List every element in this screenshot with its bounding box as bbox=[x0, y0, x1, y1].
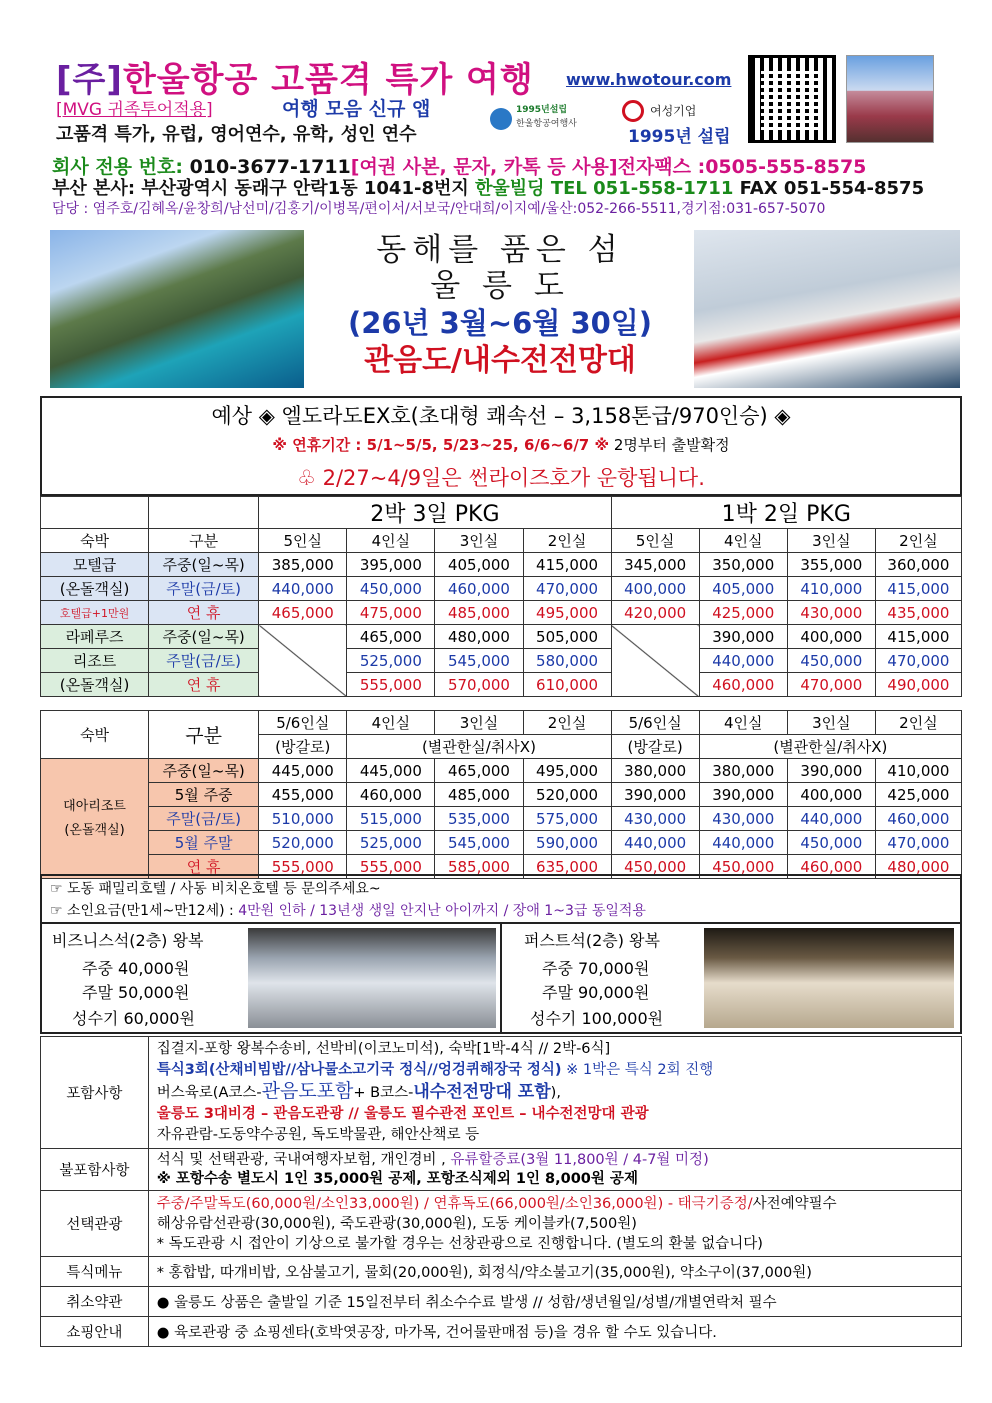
price-cell: 400,000 bbox=[787, 625, 875, 649]
inc-3a: 버스육로(A코스- bbox=[156, 1085, 262, 1101]
price-cell: 405,000 bbox=[435, 553, 523, 577]
price-cell: 460,000 bbox=[875, 807, 961, 831]
first-weekend: 주말 90,000원 bbox=[542, 983, 650, 1002]
price-cell: 470,000 bbox=[875, 649, 961, 673]
inc-3e: ), bbox=[550, 1085, 561, 1101]
table-row bbox=[41, 553, 962, 577]
table-row bbox=[41, 807, 962, 831]
ferry-photo bbox=[694, 230, 960, 388]
table-row bbox=[41, 649, 962, 673]
price-cell: 350,000 bbox=[699, 553, 787, 577]
price-cell: 390,000 bbox=[611, 783, 699, 807]
price-cell: 515,000 bbox=[347, 807, 435, 831]
price-cell: 390,000 bbox=[699, 625, 787, 649]
col-header: 5/6인실 bbox=[611, 711, 699, 735]
pkg-1n2d: 1박 2일 PKG bbox=[611, 497, 961, 529]
women-logo-icon bbox=[622, 100, 644, 122]
staff-line: 담당 : 염주호/김혜옥/윤창희/남선미/김홍기/이병목/편이서/서보국/안대희/이지예/울산:052-266-5511,경기점:031-657-5070 bbox=[52, 201, 826, 217]
note-child bbox=[50, 900, 646, 920]
inc-1: 집결지-포항 왕복수송비, 선박비(이코노미석), 숙박[1박-4식 // 2박-6식] bbox=[156, 1041, 611, 1057]
price-cell: 450,000 bbox=[347, 577, 435, 601]
row-label: 주중(일~목) bbox=[149, 625, 259, 649]
price-cell: 440,000 bbox=[611, 831, 699, 855]
price-cell: 395,000 bbox=[347, 553, 435, 577]
price-cell: 495,000 bbox=[523, 601, 611, 625]
price-cell: 460,000 bbox=[435, 577, 523, 601]
col-header: 5인실 bbox=[611, 529, 699, 553]
menu-label: 특식메뉴 bbox=[41, 1257, 149, 1287]
inc-3d: 내수전전망대 포함 bbox=[413, 1082, 551, 1102]
ship-info-box bbox=[40, 396, 962, 496]
col-header: 구분 bbox=[149, 711, 259, 759]
col-header: 3인실 bbox=[435, 711, 523, 735]
price-cell: 525,000 bbox=[347, 649, 435, 673]
price-table-2 bbox=[40, 710, 962, 879]
shopping-label: 쇼핑안내 bbox=[41, 1317, 149, 1347]
price-cell: 555,000 bbox=[259, 855, 347, 879]
price-cell: 485,000 bbox=[435, 601, 523, 625]
price-cell: 475,000 bbox=[347, 601, 435, 625]
opt-3: * 독도관광 시 접안이 기상으로 불가할 경우는 선창관광으로 진행합니다. (별도의 환불 없습니다) bbox=[156, 1235, 763, 1252]
exc-2: ※ 포항수송 별도시 1인 35,000원 공제, 포항조식제외 1인 8,000원 공제 bbox=[156, 1170, 638, 1187]
col-header: 5/6인실 bbox=[259, 711, 347, 735]
col-header: 2인실 bbox=[523, 711, 611, 735]
resort-name-1: 대아리조트 bbox=[63, 798, 126, 814]
price-cell: 430,000 bbox=[699, 807, 787, 831]
price-cell: 570,000 bbox=[435, 673, 523, 697]
cancel-content: ● 울릉도 상품은 출발일 기준 15일전부터 취소수수료 발생 // 성함/생년월일/성별/개별연락처 필수 bbox=[148, 1287, 961, 1317]
inc-2 bbox=[157, 1060, 961, 1081]
price-cell: 360,000 bbox=[875, 553, 961, 577]
row-label: 주말(금/토) bbox=[149, 807, 259, 831]
table-row bbox=[41, 759, 962, 783]
col-subheader: (방갈로) bbox=[259, 735, 347, 759]
na-cell bbox=[259, 625, 347, 697]
price-cell: 575,000 bbox=[523, 807, 611, 831]
price-cell: 425,000 bbox=[875, 783, 961, 807]
hero-line-2: 울 릉 도 bbox=[430, 268, 570, 304]
price-cell: 485,000 bbox=[435, 783, 523, 807]
price-cell: 520,000 bbox=[259, 831, 347, 855]
table-row bbox=[41, 673, 962, 697]
inc-3c: + B코스- bbox=[353, 1085, 414, 1101]
price-cell: 450,000 bbox=[787, 649, 875, 673]
address: 부산 본사: 부산광역시 동래구 안락1동 1041-8번지 bbox=[52, 178, 476, 199]
holiday-line bbox=[42, 434, 960, 455]
price-cell: 465,000 bbox=[347, 625, 435, 649]
price-cell: 415,000 bbox=[523, 553, 611, 577]
business-weekday: 주중 40,000원 bbox=[82, 959, 190, 978]
cancel-label: 취소약관 bbox=[41, 1287, 149, 1317]
title-text: 한울항공 고품격 특가 여행 bbox=[122, 60, 534, 100]
price-cell: 490,000 bbox=[875, 673, 961, 697]
price-cell: 385,000 bbox=[259, 553, 347, 577]
notes-box bbox=[40, 874, 962, 924]
pkg-2n3d: 2박 3일 PKG bbox=[259, 497, 611, 529]
opt-1b: 사전예약필수 bbox=[752, 1195, 837, 1212]
price-cell: 510,000 bbox=[259, 807, 347, 831]
price-cell: 440,000 bbox=[259, 577, 347, 601]
app-label: 여행 모음 신규 앱 bbox=[282, 98, 431, 120]
exc-1b: 유류할증료(3월 11,800원 / 4-7월 미정) bbox=[450, 1151, 709, 1168]
col-header: 3인실 bbox=[787, 529, 875, 553]
table-row bbox=[41, 831, 962, 855]
price-cell: 470,000 bbox=[787, 673, 875, 697]
price-cell: 345,000 bbox=[611, 553, 699, 577]
first-seat-photo bbox=[704, 928, 954, 1028]
price-cell: 525,000 bbox=[347, 831, 435, 855]
row-label: 주중(일~목) bbox=[149, 759, 259, 783]
price-cell: 535,000 bbox=[435, 807, 523, 831]
row-label: 주말(금/토) bbox=[149, 577, 259, 601]
col-header: 2인실 bbox=[523, 529, 611, 553]
col-header: 4인실 bbox=[699, 529, 787, 553]
price-cell: 400,000 bbox=[611, 577, 699, 601]
title-tag: [주] bbox=[56, 60, 123, 100]
child-discount: 4만원 인하 / 13년생 생일 안지난 아이까지 / 장애 1~3급 동일적용 bbox=[238, 903, 646, 919]
price-cell: 445,000 bbox=[347, 759, 435, 783]
row-label: 5월 주말 bbox=[149, 831, 259, 855]
building-name: 한울빌딩 bbox=[475, 178, 545, 199]
hero-highlight: 관음도/내수전전망대 bbox=[364, 343, 636, 378]
price-cell: 410,000 bbox=[787, 577, 875, 601]
col-header: 2인실 bbox=[875, 529, 961, 553]
optional-content bbox=[148, 1191, 961, 1257]
founded-text: 1995년 설립 bbox=[628, 127, 731, 147]
price-cell: 520,000 bbox=[523, 783, 611, 807]
business-weekend: 주말 50,000원 bbox=[82, 983, 190, 1002]
price-cell: 380,000 bbox=[699, 759, 787, 783]
price-cell: 415,000 bbox=[875, 577, 961, 601]
note-hotels: ☞ 도동 패밀리호텔 / 사동 비치온호텔 등 문의주세요~ bbox=[50, 881, 381, 897]
logo-text-year: 1995년설립 bbox=[516, 105, 568, 115]
exc-1 bbox=[157, 1151, 961, 1170]
island-photo bbox=[50, 230, 304, 388]
table-row bbox=[41, 625, 962, 649]
inc-5: 자유관람-도동약수공원, 독도박물관, 해안산책로 등 bbox=[156, 1127, 480, 1143]
logo-icon bbox=[490, 108, 512, 130]
motel-name: 모텔급 bbox=[41, 553, 149, 577]
seat-upgrade-box bbox=[40, 922, 962, 1034]
price-cell: 480,000 bbox=[875, 855, 961, 879]
mvg-label: [MVG 귀족투어적용] bbox=[56, 100, 213, 120]
hero-title bbox=[310, 232, 690, 380]
subtitle: 고품격 특가, 유럽, 영어연수, 유학, 성인 연수 bbox=[56, 124, 417, 145]
col-header: 구분 bbox=[149, 529, 259, 553]
exc-1a: 석식 및 선택관광, 국내여행자보험, 개인경비 , bbox=[156, 1151, 451, 1168]
price-cell: 635,000 bbox=[523, 855, 611, 879]
fax: FAX 051-554-8575 bbox=[733, 178, 925, 199]
resort-name: (온돌객실) bbox=[41, 673, 149, 697]
row-label: 연 휴 bbox=[149, 855, 259, 879]
price-cell: 460,000 bbox=[347, 783, 435, 807]
inc-4: 울릉도 3대비경 – 관음도관광 // 울릉도 필수관전 포인트 – 내수전전망대 관광 bbox=[156, 1106, 649, 1122]
price-cell: 390,000 bbox=[699, 783, 787, 807]
hero-line-1: 동해를 품은 섬 bbox=[376, 232, 624, 268]
included-label: 포함사항 bbox=[41, 1037, 149, 1149]
price-cell: 460,000 bbox=[787, 855, 875, 879]
holiday-period: ※ 연휴기간 : 5/1~5/5, 5/23~25, 6/6~6/7 ※ bbox=[272, 436, 610, 454]
table-row bbox=[41, 577, 962, 601]
price-cell: 505,000 bbox=[523, 625, 611, 649]
price-cell: 440,000 bbox=[699, 831, 787, 855]
col-header: 5인실 bbox=[259, 529, 347, 553]
ship-line: 예상 ◈ 엘도라도EX호(초대형 쾌속선 – 3,158톤급/970인승) ◈ bbox=[211, 404, 791, 428]
building-photo bbox=[846, 55, 934, 143]
price-cell: 555,000 bbox=[347, 855, 435, 879]
price-cell: 610,000 bbox=[523, 673, 611, 697]
price-cell: 470,000 bbox=[875, 831, 961, 855]
col-header: 4인실 bbox=[347, 529, 435, 553]
price-cell: 415,000 bbox=[875, 625, 961, 649]
sunrise-notice: ♧ 2/27~4/9일은 썬라이즈호가 운항됩니다. bbox=[297, 466, 705, 490]
resort-name bbox=[41, 759, 149, 879]
resort-name: 라페루즈 bbox=[41, 625, 149, 649]
business-seat-photo bbox=[248, 928, 496, 1028]
hero-dates: (26년 3월~6월 30일) bbox=[347, 306, 653, 340]
col-header: 4인실 bbox=[347, 711, 435, 735]
company-logo bbox=[490, 100, 610, 134]
price-cell: 465,000 bbox=[259, 601, 347, 625]
col-header: 3인실 bbox=[435, 529, 523, 553]
price-cell: 545,000 bbox=[435, 649, 523, 673]
row-label: 주중(일~목) bbox=[149, 553, 259, 577]
inc-2a: 특식3회(산채비빔밥//삼나물소고기국 정식//엉겅퀴해장국 정식) bbox=[156, 1062, 562, 1078]
first-title: 퍼스트석(2층) 왕복 bbox=[524, 931, 660, 950]
qr-code[interactable] bbox=[748, 55, 836, 143]
price-cell: 410,000 bbox=[875, 759, 961, 783]
phone-note: [여권 사본, 문자, 카톡 등 사용] bbox=[350, 156, 618, 178]
table-row bbox=[41, 783, 962, 807]
price-cell: 400,000 bbox=[787, 783, 875, 807]
price-cell: 390,000 bbox=[787, 759, 875, 783]
menu-content: * 홍합밥, 따개비밥, 오삼불고기, 물회(20,000원), 회정식/약소불고기(35,000원), 약소구이(37,000원) bbox=[148, 1257, 961, 1287]
col-header: 3인실 bbox=[787, 711, 875, 735]
price-cell: 590,000 bbox=[523, 831, 611, 855]
price-cell: 450,000 bbox=[787, 831, 875, 855]
col-subheader: (별관한실/취사X) bbox=[699, 735, 961, 759]
price-cell: 450,000 bbox=[699, 855, 787, 879]
price-cell: 380,000 bbox=[611, 759, 699, 783]
price-cell: 440,000 bbox=[787, 807, 875, 831]
price-cell: 430,000 bbox=[611, 807, 699, 831]
price-cell: 555,000 bbox=[347, 673, 435, 697]
na-cell bbox=[611, 625, 699, 697]
row-label: 5월 주중 bbox=[149, 783, 259, 807]
women-enterprise-logo bbox=[622, 98, 742, 147]
price-cell: 440,000 bbox=[699, 649, 787, 673]
min-people: 2명부터 출발확정 bbox=[609, 436, 730, 454]
logo-text-name: 한울항공여행사 bbox=[516, 119, 577, 129]
first-weekday: 주중 70,000원 bbox=[542, 959, 650, 978]
price-cell: 450,000 bbox=[611, 855, 699, 879]
price-cell: 445,000 bbox=[259, 759, 347, 783]
table-row bbox=[41, 601, 962, 625]
seat-divider bbox=[500, 924, 502, 1032]
price-cell: 585,000 bbox=[435, 855, 523, 879]
opt-2: 해상유람선관광(30,000원), 죽도관광(30,000원), 도동 케이블카(7,500원) bbox=[156, 1215, 637, 1232]
address-line bbox=[52, 174, 924, 200]
price-cell: 470,000 bbox=[523, 577, 611, 601]
resort-name: 리조트 bbox=[41, 649, 149, 673]
women-logo-text: 여성기업 bbox=[650, 104, 697, 118]
included-content bbox=[148, 1037, 961, 1149]
row-label: 주말(금/토) bbox=[149, 649, 259, 673]
col-subheader: (방갈로) bbox=[611, 735, 699, 759]
price-cell: 460,000 bbox=[699, 673, 787, 697]
row-label: 연 휴 bbox=[149, 601, 259, 625]
price-cell: 420,000 bbox=[611, 601, 699, 625]
business-peak: 성수기 60,000원 bbox=[72, 1009, 195, 1028]
col-header: 2인실 bbox=[875, 711, 961, 735]
website-link[interactable]: www.hwotour.com bbox=[566, 70, 732, 89]
excluded-content bbox=[148, 1149, 961, 1191]
phone-number[interactable]: 010-3677-1711 bbox=[189, 156, 351, 178]
price-cell: 430,000 bbox=[787, 601, 875, 625]
price-cell: 480,000 bbox=[435, 625, 523, 649]
inc-3b: 관음도포함 bbox=[261, 1080, 354, 1102]
opt-1 bbox=[157, 1194, 961, 1214]
col-header: 4인실 bbox=[699, 711, 787, 735]
efax: 전자팩스 :0505-555-8575 bbox=[617, 156, 867, 178]
price-cell: 495,000 bbox=[523, 759, 611, 783]
col-subheader: (별관한실/취사X) bbox=[347, 735, 611, 759]
price-cell: 580,000 bbox=[523, 649, 611, 673]
business-title: 비즈니스석(2층) 왕복 bbox=[52, 931, 204, 950]
price-cell: 435,000 bbox=[875, 601, 961, 625]
price-cell: 545,000 bbox=[435, 831, 523, 855]
price-cell: 465,000 bbox=[435, 759, 523, 783]
resort-name-2: (온돌객실) bbox=[64, 822, 125, 838]
col-header: 숙박 bbox=[41, 711, 149, 759]
motel-name: (온돌객실) bbox=[41, 577, 149, 601]
price-cell: 455,000 bbox=[259, 783, 347, 807]
inc-3 bbox=[157, 1081, 961, 1104]
optional-label: 선택관광 bbox=[41, 1191, 149, 1257]
col-header: 숙박 bbox=[41, 529, 149, 553]
first-peak: 성수기 100,000원 bbox=[530, 1009, 664, 1028]
price-cell: 355,000 bbox=[787, 553, 875, 577]
shopping-content: ● 육로관광 중 쇼핑센타(호박엿공장, 마가목, 건어물판매점 등)을 경유 할 수도 있습니다. bbox=[148, 1317, 961, 1347]
info-table bbox=[40, 1036, 962, 1347]
inc-2b: ※ 1박은 특식 2회 진행 bbox=[561, 1062, 714, 1078]
price-cell: 405,000 bbox=[699, 577, 787, 601]
opt-1a: 주중/주말독도(60,000원/소인33,000원) / 연휴독도(66,000원/소인36,000원) - 태극기증정/ bbox=[156, 1195, 753, 1212]
motel-name: 호텔급+1만원 bbox=[41, 601, 149, 625]
price-cell: 425,000 bbox=[699, 601, 787, 625]
row-label: 연 휴 bbox=[149, 673, 259, 697]
excluded-label: 불포함사항 bbox=[41, 1149, 149, 1191]
phone-label: 회사 전용 번호: bbox=[52, 156, 190, 178]
price-table-1 bbox=[40, 496, 962, 697]
child-label: ☞ 소인요금(만1세~만12세) : bbox=[50, 903, 239, 919]
tel: TEL 051-558-1711 bbox=[544, 178, 734, 199]
